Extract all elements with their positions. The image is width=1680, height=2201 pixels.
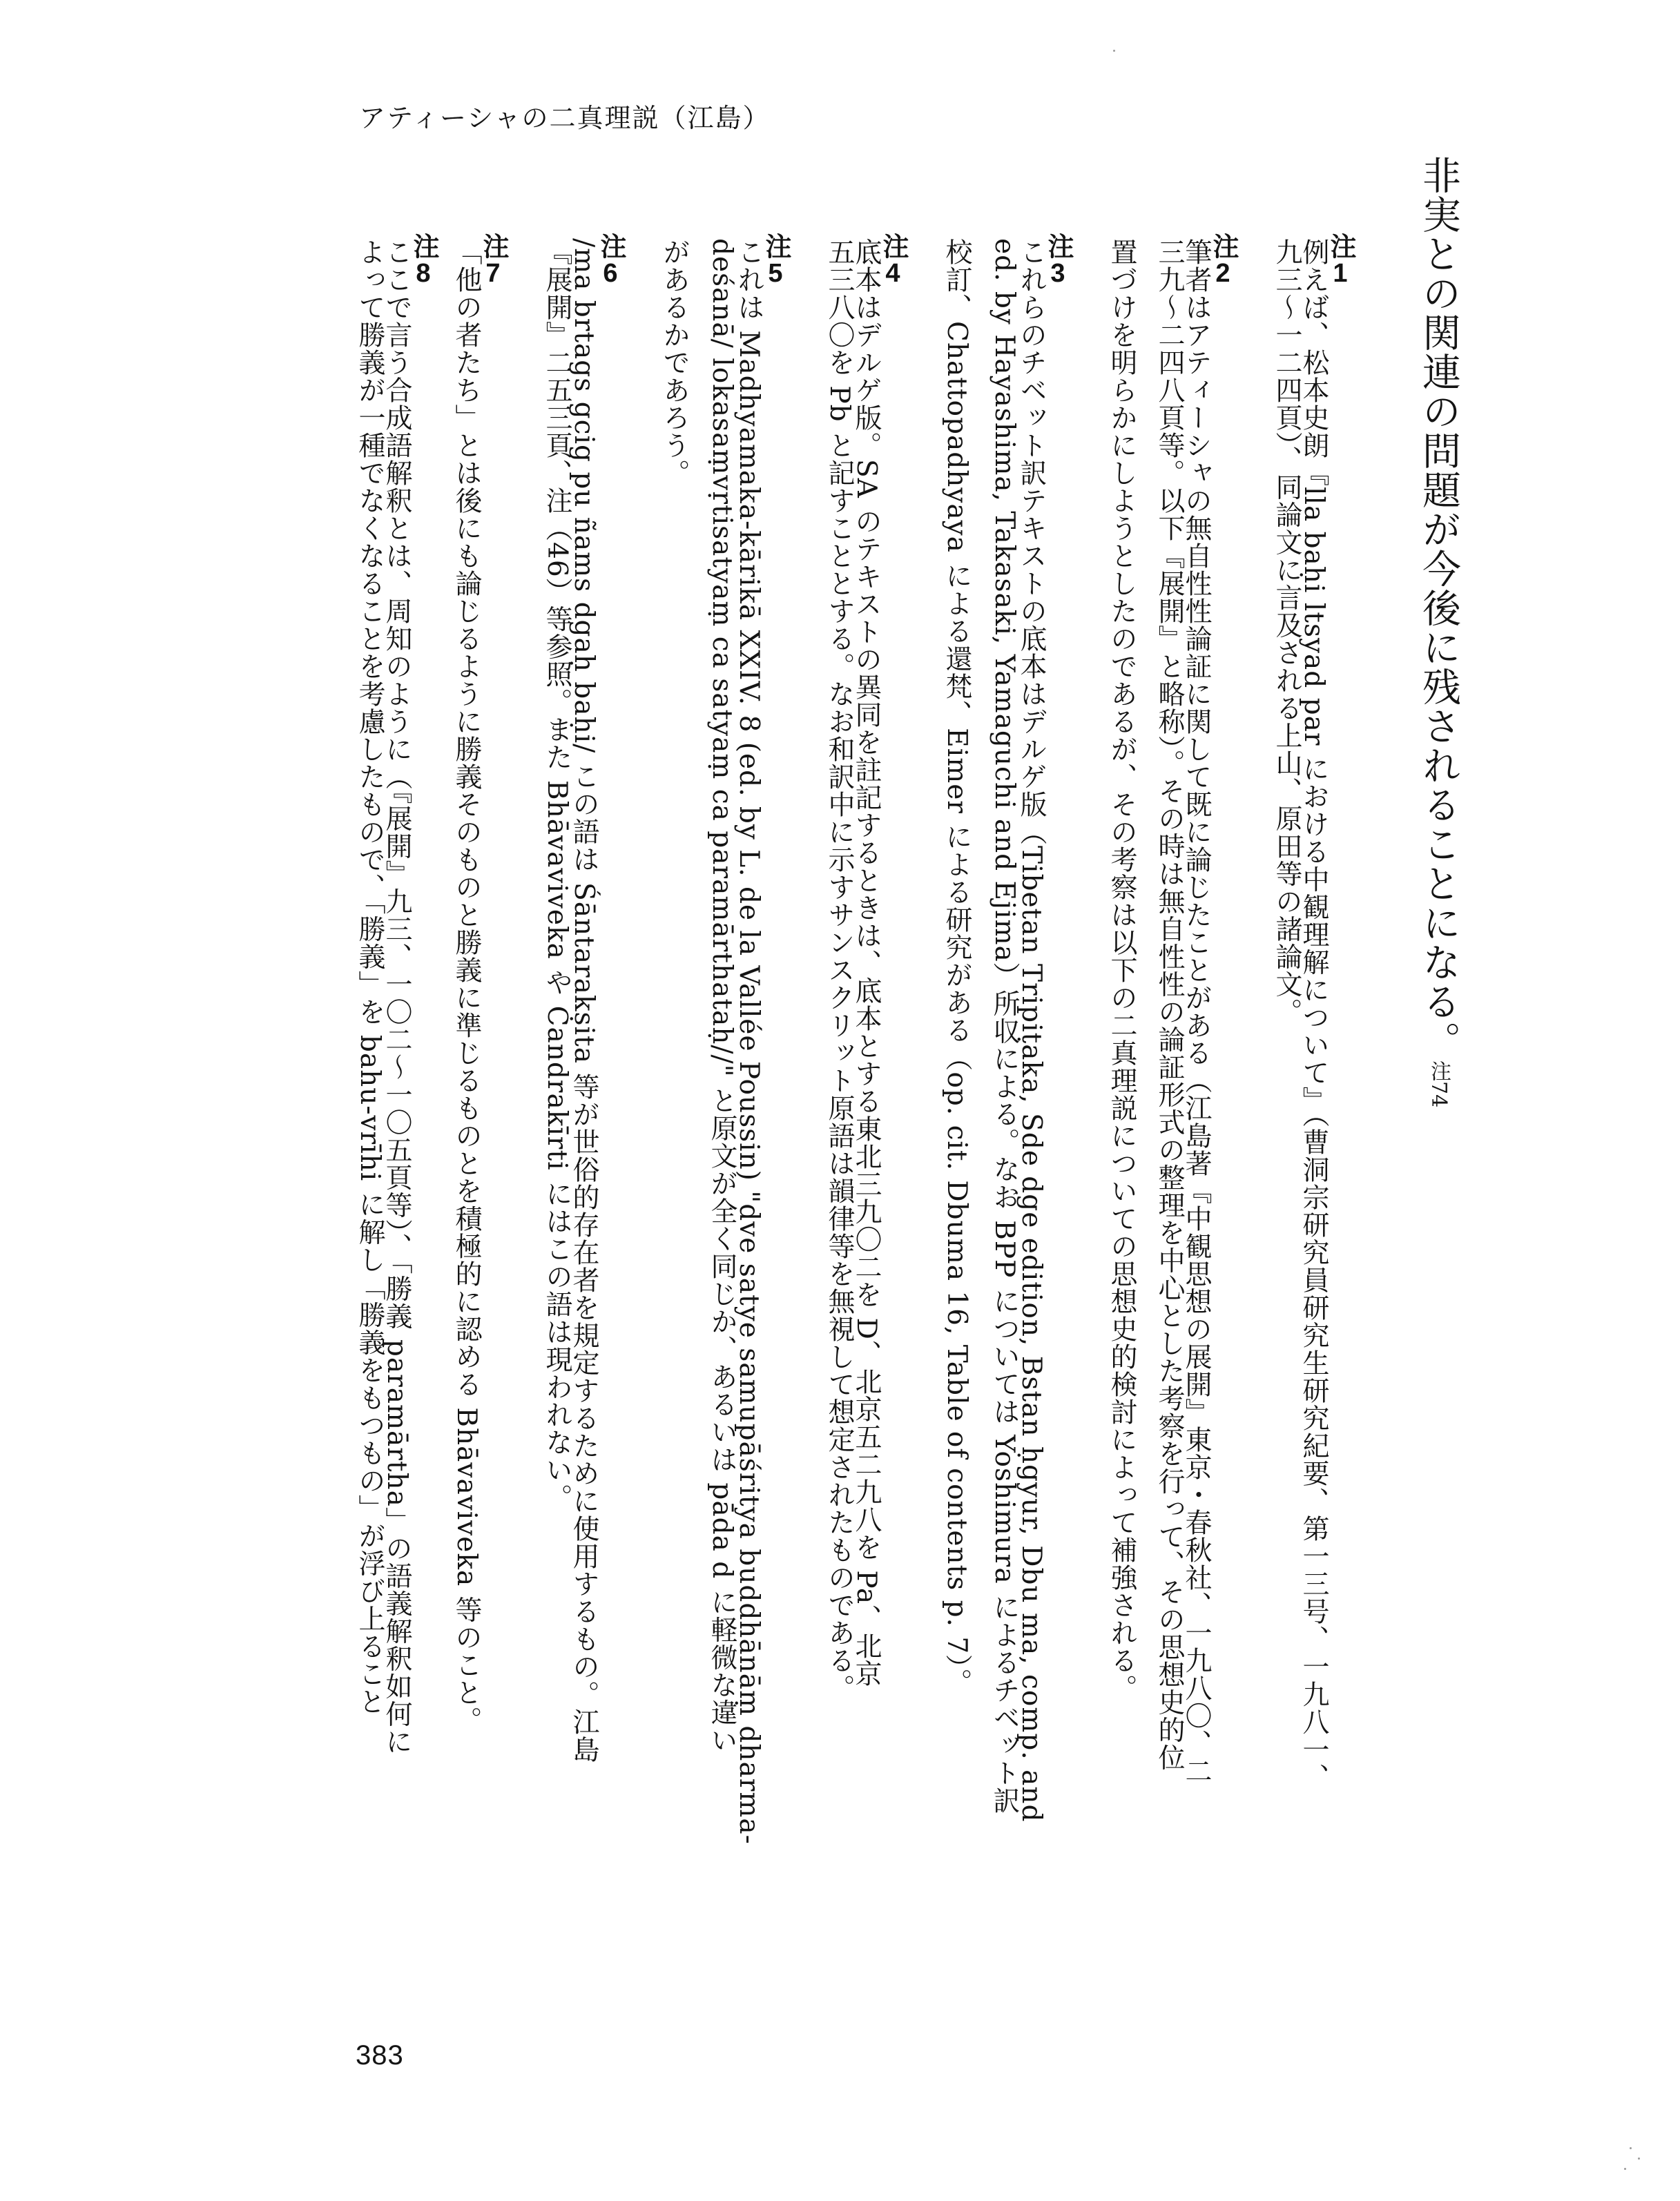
footnote-label: 注3 (1043, 233, 1072, 288)
page-number: 383 (356, 2040, 404, 2071)
footnote-line: 筆者はアティーシャの無自性性論証に関して既に論じたことがある（江島著『中観思想の展開』東京・春秋社、一九八〇、二 (1181, 238, 1212, 1785)
footnote-1 (1253, 233, 1355, 2006)
body-text: 非実との関連の問題が今後に残されることになる。 (1416, 155, 1461, 1060)
footnotes-block (304, 233, 1355, 2006)
footnote-3 (923, 233, 1072, 2006)
footnote-line: 『展開』二五三頁、注（46）等参照。また Bhāvaviveka や Candrakīrti にはこの語は現われない。 (541, 238, 572, 1511)
footnote-7 (451, 233, 508, 2006)
footnote-line: 三九～二四八頁等。以下『展開』と略称）。その時は無自性性の論証形式の整理を中心とした考察を行って、その思想史的位 (1154, 238, 1185, 1772)
scan-speck (1630, 2147, 1632, 2149)
footnote-line: 例えば、松本史朗『lla baḥi ltsyad par における中観理解について』（曹洞宗研究員研究生研究紀要、第一三号、一九八一、 (1298, 238, 1329, 1792)
note-reference-marker: 注74 (1427, 1060, 1451, 1108)
footnote-line: これは Madhyamaka-kārikā XXIV. 8 (ed. by L. de la Vallée Poussin) "dve satye samupāśritya buddhānāṃ dharma- (733, 238, 764, 1845)
footnote-label: 注6 (596, 233, 625, 288)
scan-speck (1624, 2168, 1626, 2170)
running-header: アティーシャの二真理説（江島） (359, 103, 771, 133)
footnote-6 (523, 233, 625, 2006)
footnote-line: deśanā/ lokasaṃvṛtisatyaṃ ca satyaṃ ca paramārthataḥ//" と原文が全く同じか、あるいは pāda d に軽微な違い (706, 238, 737, 1754)
footnote-label: 注5 (761, 233, 790, 288)
footnote-5 (640, 233, 790, 2006)
footnote-line: 「他の者たち」とは後にも論じるように勝義そのものと勝義に準じるものとを積極的に認める Bhāvaviveka 等のこと。 (451, 238, 482, 1734)
footnote-line: よって勝義が一種でなくなることを考慮したもので、「勝義」を bahu-vrīhi に解し「勝義をもつもの」が浮び上ること (354, 238, 385, 1716)
body-text-line (1416, 155, 1461, 1108)
scan-speck (1638, 2158, 1640, 2160)
footnote-label: 注7 (479, 233, 508, 288)
footnote-label: 注8 (409, 233, 438, 288)
footnote-line: /ma brtags gcig pu ñams dgaḥ baḥi/ この語は Śāntarakṣita 等が世俗的存在者を規定するために使用するもの。江島 (568, 238, 599, 1764)
footnote-line: これらのチベット訳テキストの底本はデルゲ版（Tibetan Tripiṭaka, Sde dge edition, Bstan ḥgyur, Dbu ma, comp. and (1016, 238, 1047, 1823)
footnote-line: 九三～一二四頁）、同論文に言及される上山、原田等の諸論文。 (1271, 238, 1302, 1026)
footnote-line: 置づけを明らかにしようとしたのであるが、その考察は以下の二真理説についての思想史的検討によって補強される。 (1106, 238, 1137, 1702)
footnote-line: があるかであろう。 (659, 238, 690, 487)
footnote-4 (805, 233, 907, 2006)
footnote-2 (1088, 233, 1237, 2006)
footnote-line: 底本はデルゲ版。SA のテキストの異同を註記するときは、底本とする東北三九〇二を D、北京五二九八を Pa、北京 (851, 238, 882, 1688)
footnote-label: 注2 (1208, 233, 1237, 288)
footnote-line: ここで言う合成語解釈とは、周知のように（『展開』九三、一〇二～一〇五頁等）、「勝義 paramārtha」の語義解釈如何に (381, 238, 412, 1756)
footnote-line: ed. by Hayashima, Takasaki, Yamaguchi and Ejima）所収による。なお BPP については Yoshimura によるチベット訳 (989, 238, 1020, 1814)
scan-speck (1113, 50, 1115, 52)
footnote-line: 校訂、Chattopadhyaya による還梵、Eimer による研究がある（op. cit. Dbuma 16, Table of contents p. 7）。 (941, 238, 972, 1696)
footnote-8 (336, 233, 438, 2006)
footnote-label: 注1 (1326, 233, 1355, 288)
footnote-line: 五三八〇を Pb と記すこととする。なお和訳中に示すサンスクリット原語は韻律等を無視して想定されたものである。 (824, 238, 855, 1703)
footnote-label: 注4 (878, 233, 907, 288)
